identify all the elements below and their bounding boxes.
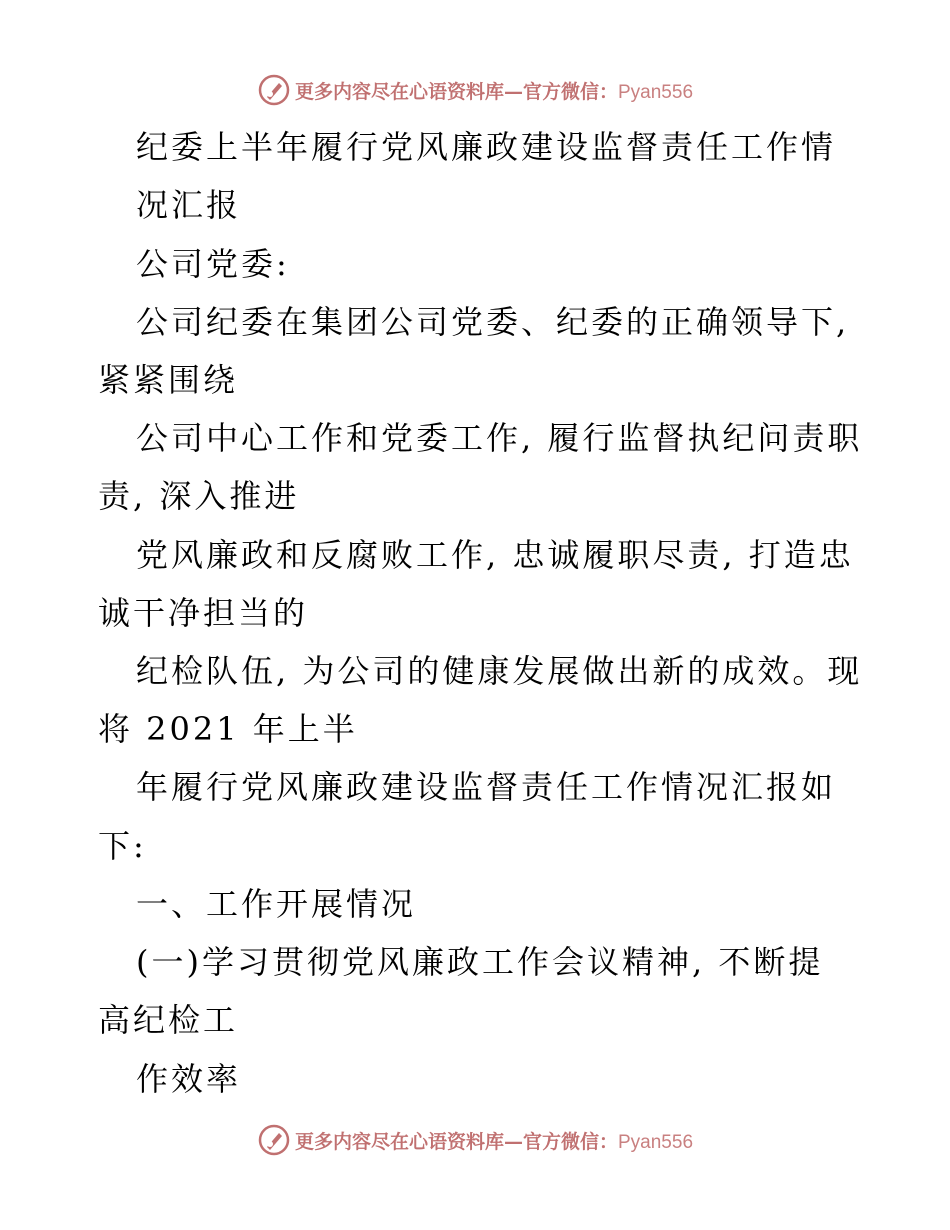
paragraph-line: 公司纪委在集团公司党委、纪委的正确领导下, xyxy=(136,303,850,341)
pen-circle-logo-icon xyxy=(257,1123,291,1157)
paragraph-line: 纪检队伍, 为公司的健康发展做出新的成效。现 xyxy=(136,652,863,690)
paragraph-line: 下: xyxy=(98,827,147,865)
subsection-heading: 作效率 xyxy=(136,1060,242,1098)
paragraph-line: 党风廉政和反腐败工作, 忠诚履职尽责, 打造忠 xyxy=(136,536,854,574)
paragraph-line: 年履行党风廉政建设监督责任工作情况汇报如 xyxy=(136,768,837,806)
watermark-text: 更多内容尽在心语资料库—官方微信：Pyan556 xyxy=(294,1130,694,1153)
salutation: 公司党委: xyxy=(136,245,290,283)
paragraph-line: 责, 深入推进 xyxy=(98,477,300,515)
subsection-heading: 高纪检工 xyxy=(98,1001,239,1039)
watermark-text: 更多内容尽在心语资料库—官方微信：Pyan556 xyxy=(294,80,694,103)
paragraph-line: 诚干净担当的 xyxy=(98,594,309,632)
paragraph-line: 紧紧围绕 xyxy=(98,361,239,399)
paragraph-line: 公司中心工作和党委工作, 履行监督执纪问责职 xyxy=(136,419,863,457)
pen-circle-logo-icon xyxy=(257,73,291,107)
document-title-line: 况汇报 xyxy=(136,186,242,224)
watermark-banner-top xyxy=(0,70,950,110)
paragraph-line: 将 2021 年上半 xyxy=(98,710,358,748)
section-heading: 一、工作开展情况 xyxy=(136,885,417,923)
watermark-banner-bottom xyxy=(0,1120,950,1160)
subsection-heading: (一)学习贯彻党风廉政工作会议精神, 不断提 xyxy=(136,943,824,981)
document-title-line: 纪委上半年履行党风廉政建设监督责任工作情 xyxy=(136,128,837,166)
